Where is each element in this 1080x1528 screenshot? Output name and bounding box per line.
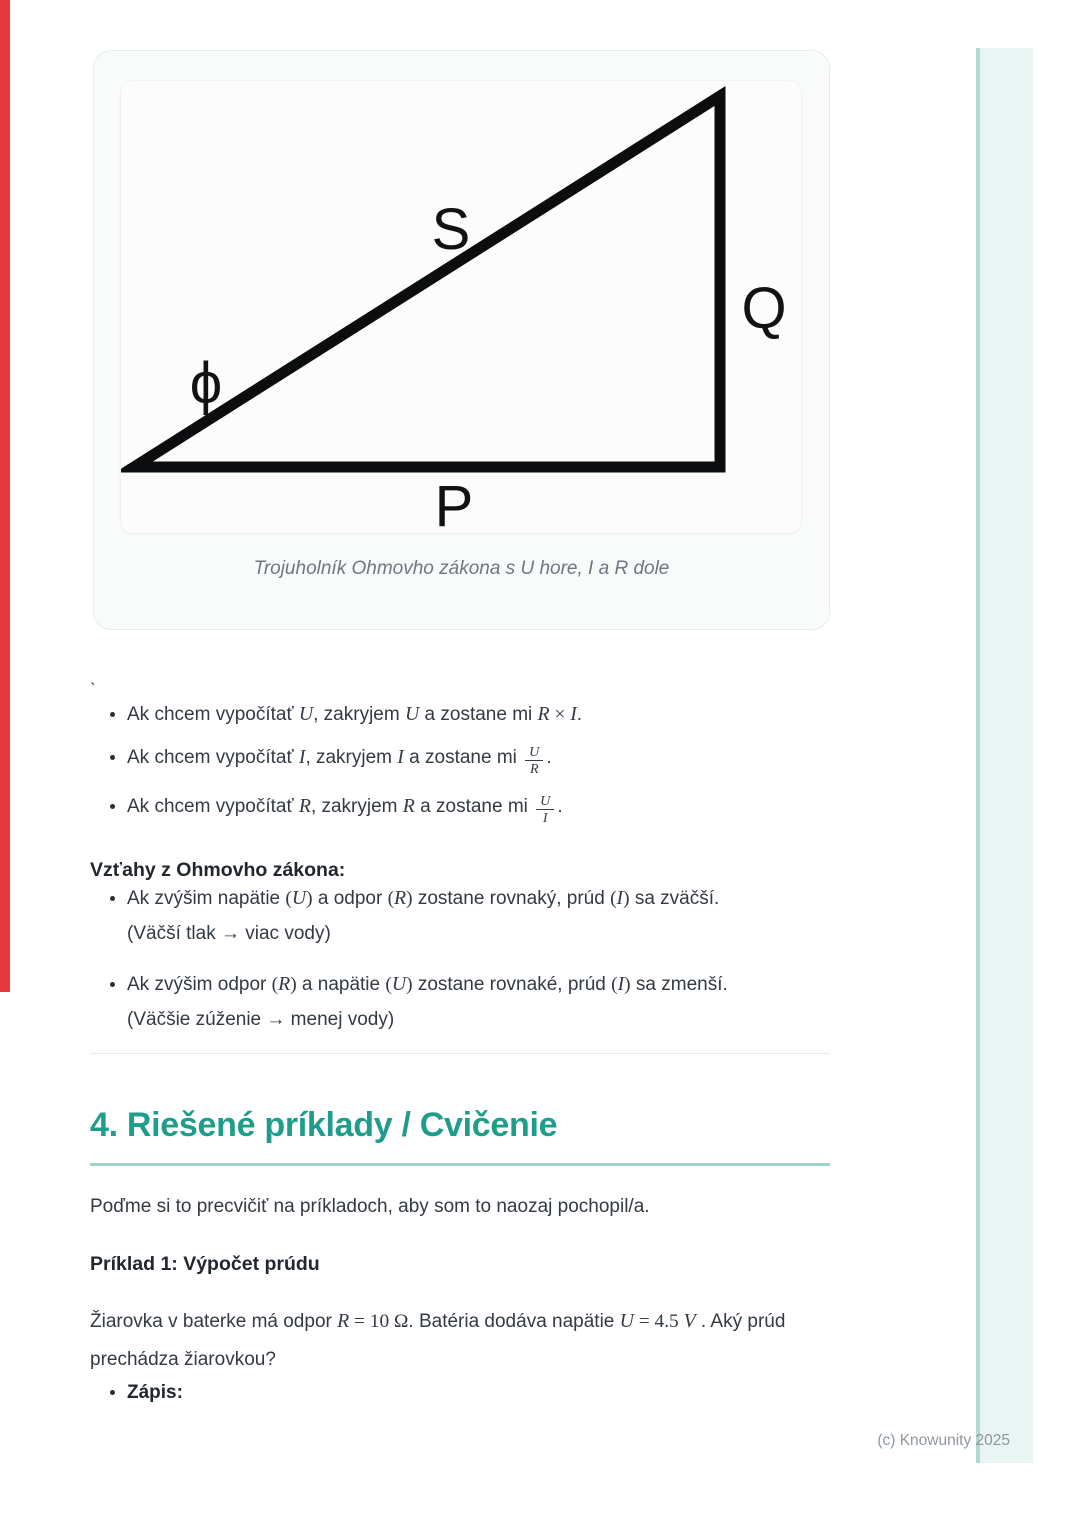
ohms-law-triangle-figure	[121, 81, 801, 533]
right-teal-strip	[976, 48, 1033, 1463]
left-red-stripe	[0, 0, 10, 992]
example-problem: Žiarovka v baterke má odpor R = 10 Ω. Batéria dodáva napätie U = 4.5 V . Aký prúd prechádza žiarovkou?	[90, 1310, 786, 1370]
relation-text: Ak zvýšim napätie (U) a odpor (R) zostane rovnaký, prúd (I) sa zväčší.	[127, 887, 720, 909]
copyright-footer: (c) Knowunity 2025	[877, 1432, 1010, 1449]
list-item: • Ak chcem vypočítať I, zakryjem I a zostane mi $\frac{U}{R}$ .	[127, 743, 830, 778]
relation-note: (Väčšie zúženie → menej vody)	[127, 1009, 395, 1030]
relation-text: Ak zvýšim odpor (R) a napätie (U) zostane rovnaké, prúd (I) sa zmenší.	[127, 973, 728, 995]
section-intro: Poďme si to precvičiť na príkladoch, aby som to naozaj pochopil/a.	[90, 1196, 650, 1217]
section-heading: 4. Riešené príklady / Cvičenie	[90, 1104, 830, 1166]
relations-heading: Vzťahy z Ohmovho zákona:	[90, 859, 346, 881]
relation-note: (Väčší tlak → viac vody)	[127, 923, 331, 944]
relations-list	[90, 884, 830, 1034]
figure-card	[93, 50, 830, 630]
triangle-label-angle: ϕ	[189, 351, 223, 416]
triangle-drawing	[121, 81, 801, 533]
example-heading: Príklad 1: Výpočet prúdu	[90, 1253, 320, 1275]
triangle-label-hypotenuse: S	[431, 197, 471, 262]
list-item	[127, 884, 830, 948]
zapis-label: Zápis:	[127, 1382, 183, 1403]
section-divider	[90, 1053, 830, 1054]
list-item: • Ak chcem vypočítať U, zakryjem U a zostane mi R × I.	[127, 700, 830, 729]
list-item	[127, 1379, 830, 1407]
figure-caption: Trojuholník Ohmovho zákona s U hore, I a R dole	[253, 558, 670, 579]
zapis-list	[90, 1379, 830, 1407]
triangle-label-vertical: Q	[741, 276, 787, 341]
list-item: • Ak chcem vypočítať R, zakryjem R a zostane mi $\frac{U}{I}$ .	[127, 792, 830, 827]
document-content	[90, 0, 830, 1407]
triangle-label-base: P	[434, 474, 474, 533]
stray-backtick: `	[90, 680, 96, 699]
list-item	[127, 970, 830, 1034]
cover-rules-list	[90, 700, 830, 826]
